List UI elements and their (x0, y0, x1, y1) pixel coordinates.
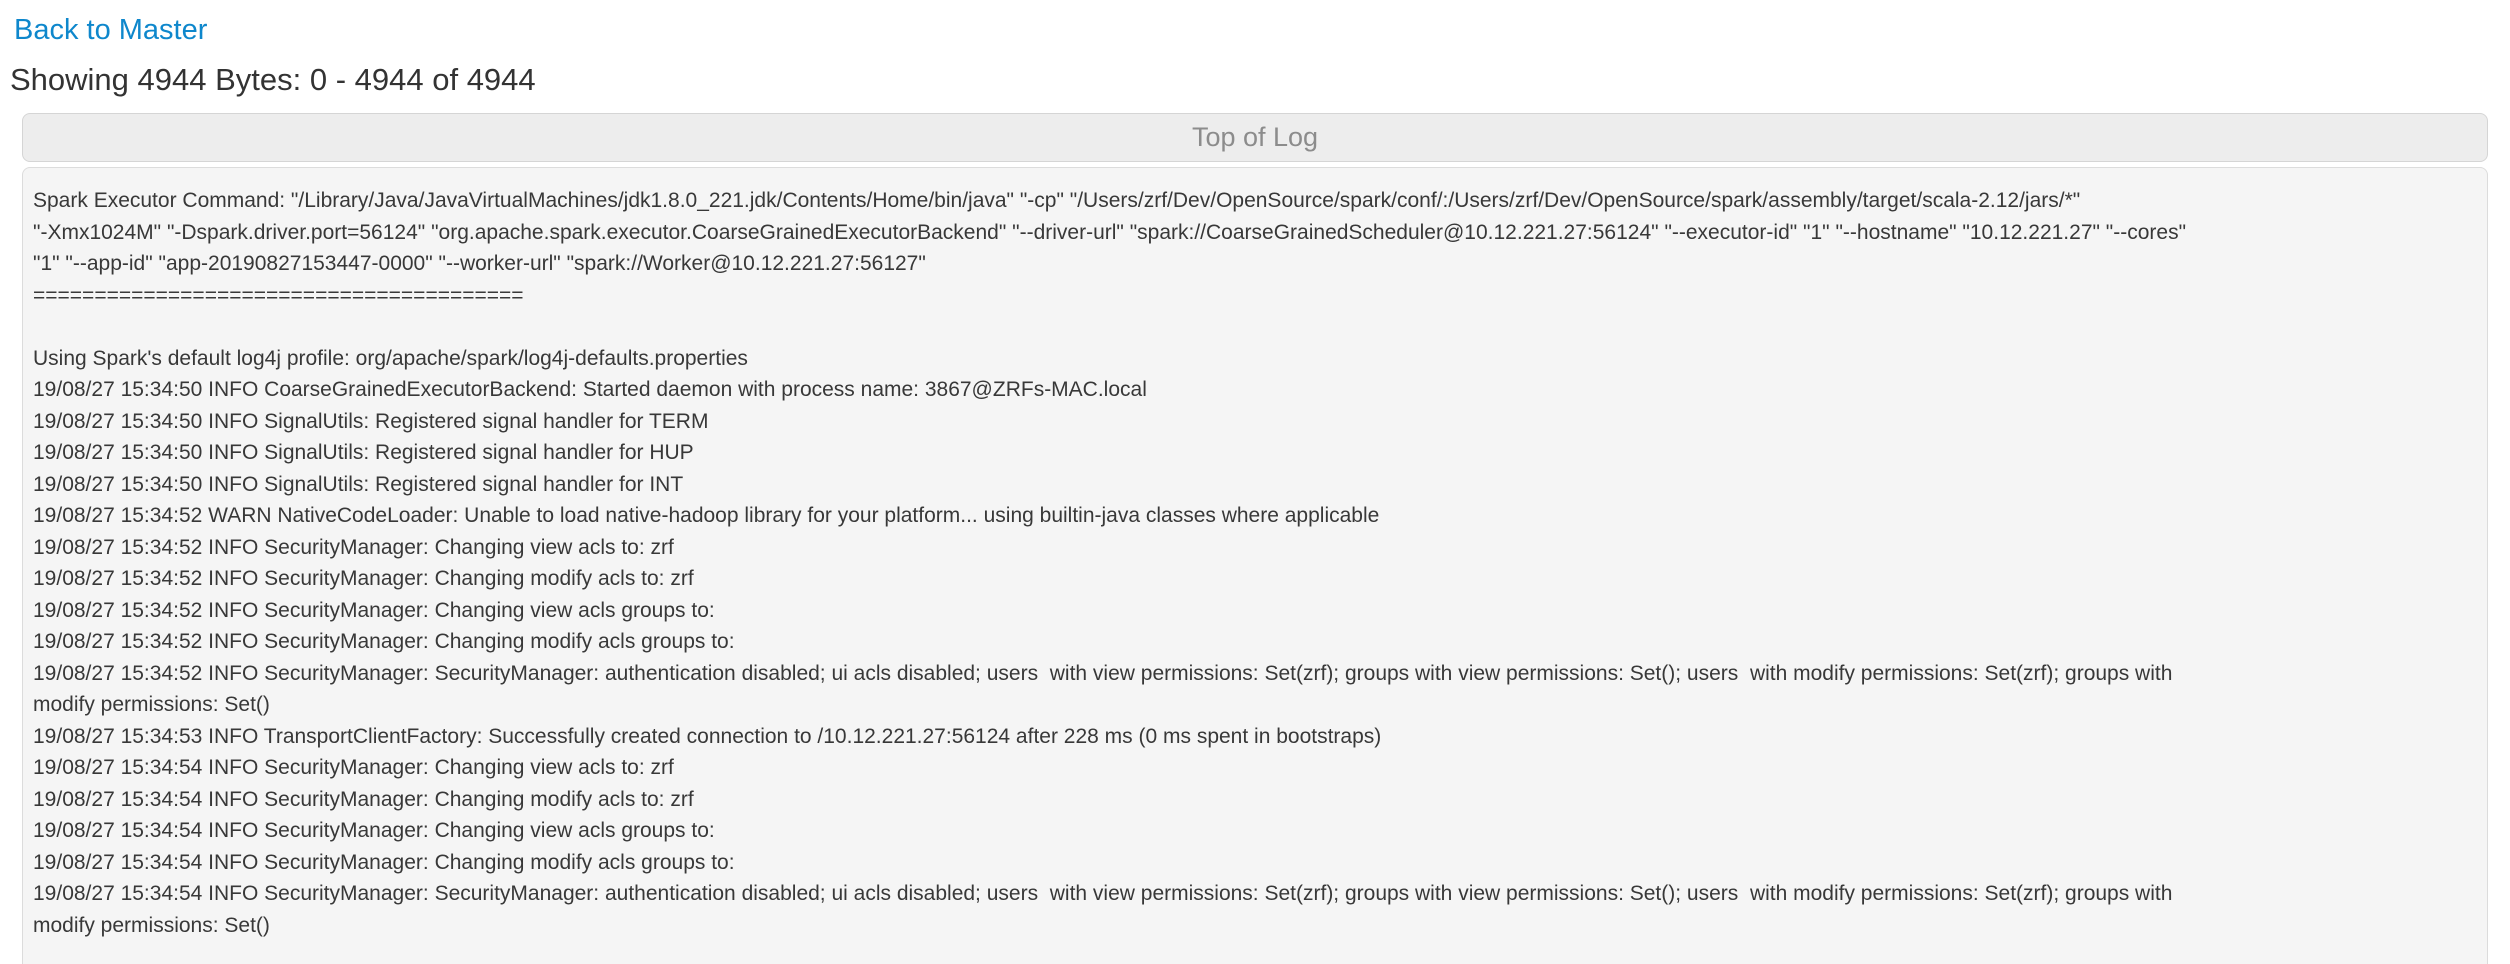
log-line: Spark Executor Command: "/Library/Java/JavaVirtualMachines/jdk1.8.0_221.jdk/Contents/Home/bin/java" "-cp" "/Users/zrf/Dev/OpenSource/spark/conf/:/Users/zrf/Dev/OpenSource/spark/assembly/target/scala-2.12/jars/*" (33, 189, 2081, 212)
log-line: 19/08/27 15:34:54 INFO SecurityManager: SecurityManager: authentication disabled; ui acls disabled; users with view permissions: Set(zrf); groups with view permissions: Set(); users with modify permissions: Set(zrf); groups with (33, 882, 2173, 905)
log-line: ======================================== (33, 283, 524, 307)
log-line: modify permissions: Set() (33, 693, 270, 716)
log-line: 19/08/27 15:34:54 INFO SecurityManager: Changing modify acls groups to: (33, 850, 735, 874)
log-line: 19/08/27 15:34:50 INFO SignalUtils: Registered signal handler for TERM (33, 409, 709, 433)
log-line: 19/08/27 15:34:53 INFO TransportClientFactory: Successfully created connection to /10.12.221.27:56124 after 228 ms (0 ms spent in bootstraps) (33, 724, 1382, 748)
log-line: 19/08/27 15:34:52 INFO SecurityManager: SecurityManager: authentication disabled; ui acls disabled; users with view permissions: Set(zrf); groups with view permissions: Set(); users with modify permissions: Set(zrf); groups with (33, 661, 2173, 685)
log-content[interactable] (22, 167, 2488, 964)
log-line: 19/08/27 15:34:52 INFO SecurityManager: Changing view acls to: zrf (33, 535, 674, 559)
log-line: 19/08/27 15:34:52 INFO SecurityManager: Changing view acls groups to: (33, 598, 715, 622)
log-line: 19/08/27 15:34:50 INFO SignalUtils: Registered signal handler for INT (33, 472, 684, 496)
log-line: 19/08/27 15:34:54 INFO SecurityManager: Changing view acls to: zrf (33, 756, 674, 779)
log-line: 19/08/27 15:34:52 INFO SecurityManager: Changing modify acls to: zrf (33, 567, 694, 590)
log-line: 19/08/27 15:34:52 WARN NativeCodeLoader: Unable to load native-hadoop library for your platform... using builtin-java classes where applicable (33, 504, 1380, 527)
log-line: "1" "--app-id" "app-20190827153447-0000" "--worker-url" "spark://Worker@10.12.221.27:56127" (33, 252, 926, 275)
log-line: 19/08/27 15:34:54 INFO SecurityManager: Changing modify acls to: zrf (33, 787, 694, 811)
log-line: "-Xmx1024M" "-Dspark.driver.port=56124" "org.apache.spark.executor.CoarseGrainedExecutorBackend" "--driver-url" "spark://CoarseGrainedScheduler@10.12.221.27:56124" "--executor-id" "1" "--hostname" "10.12.221.27" "--cores" (33, 220, 2187, 244)
log-line: modify permissions: Set() (33, 913, 270, 937)
log-line: 19/08/27 15:34:50 INFO SignalUtils: Registered signal handler for HUP (33, 441, 694, 464)
log-line: 19/08/27 15:34:52 INFO SecurityManager: Changing modify acls groups to: (33, 630, 735, 653)
log-line: Using Spark's default log4j profile: org/apache/spark/log4j-defaults.properties (33, 346, 748, 370)
log-line: 19/08/27 15:34:50 INFO CoarseGrainedExecutorBackend: Started daemon with process name: 3867@ZRFs-MAC.local (33, 378, 1147, 401)
byte-range-text: Showing 4944 Bytes: 0 - 4944 of 4944 (10, 62, 536, 97)
log-line (33, 311, 2477, 343)
back-to-master-link[interactable]: Back to Master (14, 14, 208, 46)
log-line: 19/08/27 15:34:54 INFO SecurityManager: Changing view acls groups to: (33, 819, 715, 842)
top-of-log-header: Top of Log (22, 113, 2488, 162)
